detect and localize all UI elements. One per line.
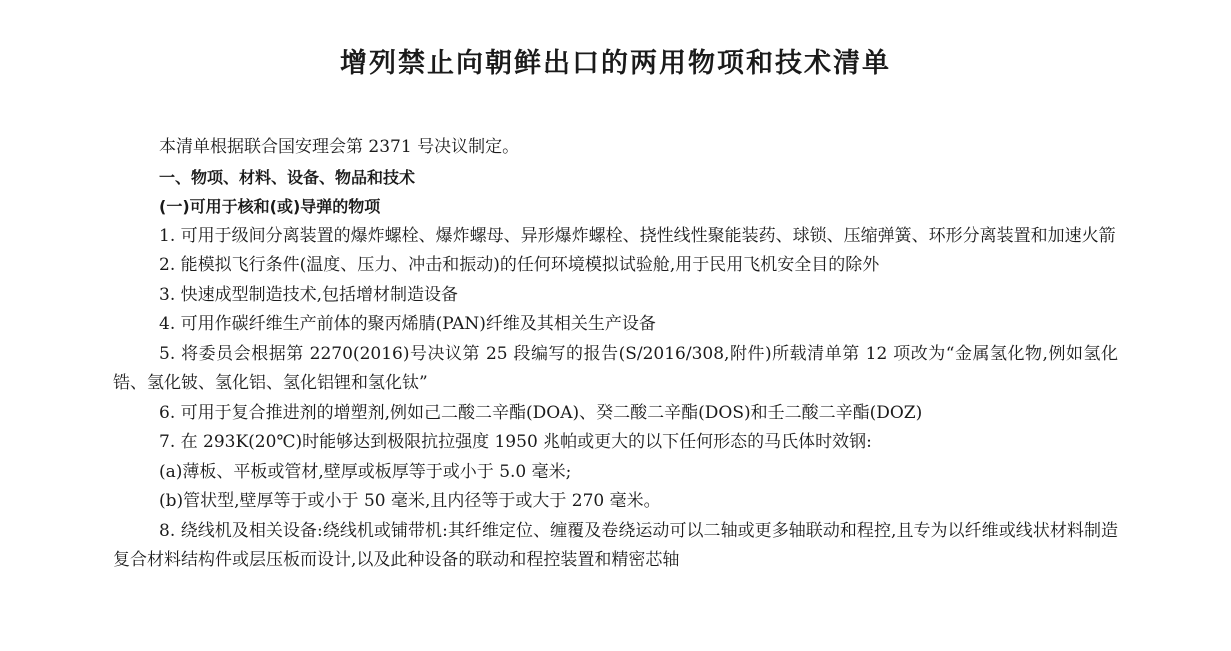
list-item-7-sub-b: (b)管状型,壁厚等于或小于 50 毫米,且内径等于或大于 270 毫米。 [159, 491, 661, 511]
intro-paragraph: 本清单根据联合国安理会第 2371 号决议制定。 [159, 137, 520, 157]
list-item-1: 1. 可用于级间分离装置的爆炸螺栓、爆炸螺母、异形爆炸螺栓、挠性线性聚能装药、球锁、压缩弹簧、环形分离装置和加速火箭 [159, 225, 1116, 246]
list-item-8: 8. 绕线机及相关设备:绕线机或铺带机:其纤维定位、缠覆及卷绕运动可以二轴或更多轴联动和程控,且专为以纤维或线状材料制造复合材料结构件或层压板而设计,以及此种设备的联动和程控装置和精密芯轴 [113, 520, 1118, 570]
list-item-7: 7. 在 293K(20℃)时能够达到极限抗拉强度 1950 兆帕或更大的以下任何形态的马氏体时效钢: [159, 432, 872, 452]
section-heading: 一、物项、材料、设备、物品和技术 [159, 167, 416, 187]
subsection-heading: (一)可用于核和(或)导弹的物项 [159, 197, 381, 216]
list-item-5: 5. 将委员会根据第 2270(2016)号决议第 25 段编写的报告(S/2016/308,附件)所载清单第 12 项改为“金属氢化物,例如氢化锆、氢化铍、氢化铝、氢化铝锂和氢化钛” [113, 343, 1118, 393]
list-item-2: 2. 能模拟飞行条件(温度、压力、冲击和振动)的任何环境模拟试验舱,用于民用飞机安全目的除外 [159, 255, 880, 275]
list-item-7-sub-a: (a)薄板、平板或管材,壁厚或板厚等于或小于 5.0 毫米; [159, 461, 572, 482]
document-title: 增列禁止向朝鲜出口的两用物项和技术清单 [340, 48, 891, 79]
list-item-3: 3. 快速成型制造技术,包括增材制造设备 [159, 284, 459, 305]
list-item-4: 4. 可用作碳纤维生产前体的聚丙烯腈(PAN)纤维及其相关生产设备 [159, 314, 656, 334]
document-body [113, 133, 1118, 576]
list-item-6: 6. 可用于复合推进剂的增塑剂,例如己二酸二辛酯(DOA)、癸二酸二辛酯(DOS)和壬二酸二辛酯(DOZ) [159, 402, 923, 423]
